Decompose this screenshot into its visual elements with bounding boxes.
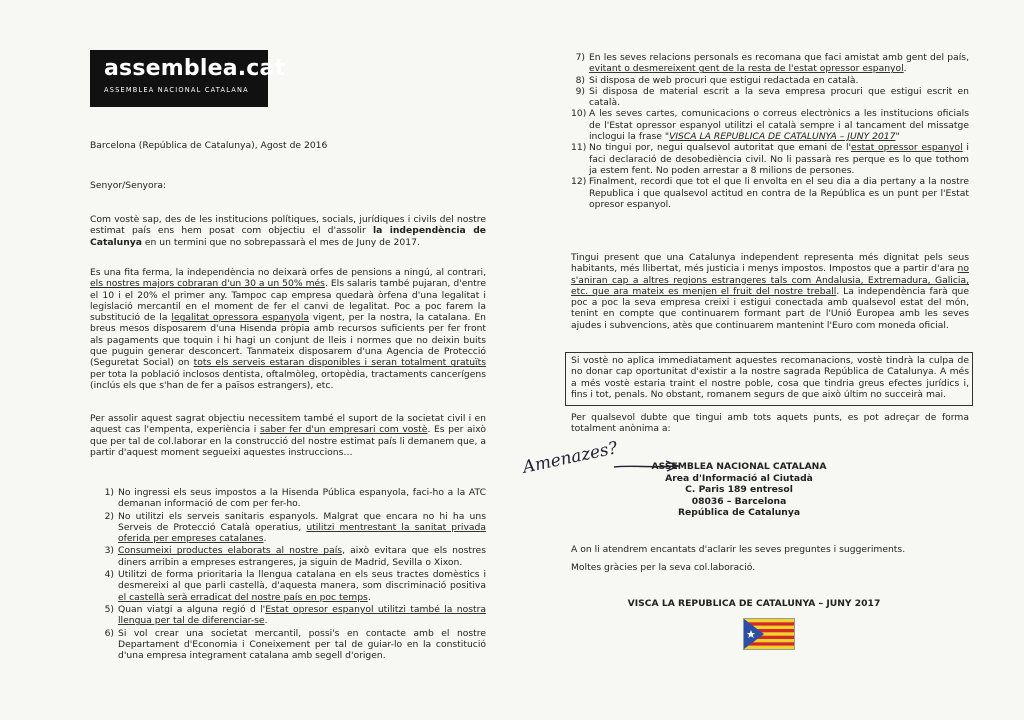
address-line: 08036 – Barcelona (691, 495, 787, 507)
handwritten-note: Amenazes? (520, 438, 620, 478)
list-item: 5) Quan viatgi a alguna regió d l'Estat opresor espanyol utilitzi també la nostra llengua per tal de diferenciar-se. (104, 603, 486, 627)
list-item: 8) Si disposa de web procuri que estigui redactada en català. (575, 74, 859, 86)
list-item: 2) No utilitzi els serveis sanitaris espanyols. Malgrat que encara no hi ha uns Serveis de Protecció Català operatius, utilitzi mentrestant la sanitat privada oferida per empreses catalanes. (104, 510, 486, 545)
benefits-paragraph: Tingui present que una Catalunya independent representa més dignitat pels seus habitants, més llibertat, més justicia i menys impostos. Impostos que a partir d'ara no s'aniran cap a altres regions estrangeres tals com Andalusia, Extremadura, Galicia, etc. que ara mateix es menjen el fruit del nostre treball. La independència farà que poc a poc la seva empresa creixi i estigui conectada amb qualsevol estat del món, tenint en compte que continuarem formant part de l'Unió Europea amb les seves ajudes i subvencions, atès que continuarem mantenint l'Euro com moneda oficial. (571, 252, 970, 331)
instructions-list-left (100, 487, 486, 661)
intro-paragraph: Com vostè sap, des de les institucions polítiques, socials, jurídiques i civils del nostre estimat país ens hem posat com objectiu el d'assolir la independència de Catalunya en un termini que no sobrepassarà el mes de Juny de 2017. (90, 214, 486, 248)
address-line: Area d'Informació al Ciutadà (665, 472, 813, 484)
logo-subtitle: ASSEMBLEA NACIONAL CATALANA (104, 86, 249, 94)
pensions-underline: els nostres majors cobraran d'un 30 a un 50% més (90, 278, 325, 290)
list-item: 10) A les seves cartes, comunicacions o correus electrònics a les institucions oficials de l'Estat opressor espanyol utilitzi el català sempre i al tancament del missatge inclogui la frase "VISCA LA REPUBLICA DE CATALUNYA – JUNY 2017" (571, 108, 969, 143)
contact-address (604, 461, 874, 519)
instructions-list-right (571, 52, 969, 210)
address-line: ASSEMBLEA NACIONAL CATALANA (651, 461, 827, 472)
closing-line-1: A on li atendrem encantats d'aclarir les seves preguntes i suggeriments. (571, 544, 906, 555)
list-item: 9) Si disposa de material escrit a la seva empresa procuri que estigui escrit en català. (575, 85, 969, 109)
salutation: Senyor/Senyora: (90, 180, 167, 191)
list-item: 11) No tingui por, negui qualsevol autoritat que emani de l'estat opressor espanyol i faci declaració de desobediència civil. No li passarà res perque es lo que tothom ja estem fent. No poden arrestar a 8 milions de persones. (571, 142, 969, 176)
promises-paragraph: Es una fita ferma, la independència no deixarà orfes de pensions a ningú, al contrari, els nostres majors cobraran d'un 30 a un 50% més. Els salaris també pujaran, d'entre el 10 i el 20% el primer any. Tampoc cap empresa quedarà òrfena d'una legalitat i legislació mercantil en el moment de fer el canvi de legalitat. Poc a poc farem la substitució de la legalitat opressora espanyola vigent, per la nostra, la catalana. En breus mesos disposarem d'una Hisenda pròpia amb recursos suficients per fer front als pagaments que toquin i hi hagi un conjunt de lleis i normes que no deixin buits que puguin generar desconcert. Tanmateix disposarem d'una Agencia de Protecció (Seguretat Social) on tots els serveis estaran disponibles i seran totalment gratuïts per tota la població inclosos dentista, oftalmòleg, ortopèdia, tractaments cancerígens (inclús els que s'han de fer a països estrangers), etc. (90, 267, 486, 391)
address-line: República de Catalunya (677, 507, 801, 518)
date-line: Barcelona (República de Catalunya), Agost de 2016 (90, 140, 328, 151)
list-item: 12) Finalment, recordi que tot el que li envolta en el seu dia a dia pertany a la nostre Republica i que qualsevol actitud en contra de la República es un punt per l'Estat opresor espanyol. (571, 176, 969, 210)
request-paragraph: Per assolir aquest sagrat objectiu necessitem també el suport de la societat civil i en aquest cas l'empenta, experiència i saber fer d'un empresari com vostè. Es per això que per tal de col.laborar en la construcció del nostre estimat país li demanem que, a partir d'aquest moment segueixi aquestes instruccions… (90, 413, 486, 458)
list-item: 7) En les seves relacions personals es recomana que faci amistat amb gent del país, evitant o desmereixent gent de la resta de l'estat opressor espanyol. (575, 52, 969, 75)
closing-line-2: Moltes gràcies per la seva col.laboració. (571, 562, 756, 573)
logo-name: assemblea.cat (104, 56, 286, 81)
assemblea-logo (90, 50, 286, 107)
threat-paragraph: Si vostè no aplica immediatament aquestes recomanacions, vostè tindrà la culpa de no donar cap oportunitat d'existir a la nostre sagrada República de Catalunya. A més a més vostè estaria traint el nostre poble, cosa que tindria greus efectes jurídics i, fins i tot, penals. No obstant, romanem segurs de que això últim no succeirà mai. (571, 355, 969, 400)
closing-motto: VISCA LA REPUBLICA DE CATALUNYA – JUNY 2017 (627, 598, 881, 609)
list-item: 3) Consumeixi productes elaborats al nostre país, això evitara que els nostres diners arribin a empreses estrangeres, ja siguin de Madrid, Sevilla o Xixon. (104, 545, 486, 568)
list-item: 6) Si vol crear una societat mercantil, possi's en contacte amb el nostre Departament d'Economia i Coneixement per tal de guiar-lo en la constitució d'una empresa integrament catalana amb segell d'origen. (104, 627, 486, 662)
address-line: C. Paris 189 entresol (685, 484, 793, 495)
contact-intro: Per qualsevol dubte que tingui amb tots aquets punts, es pot adreçar de forma totalment anònima a: (571, 412, 969, 435)
list-item: 1) No ingressi els seus impostos a la Hisenda Pública espanyola, faci-ho a la ATC demanan informació de com per fer-ho. (104, 487, 486, 510)
list-item: 4) Utilitzi de forma prioritaria la llengua catalana en els seus tractes domèstics i desmereixi al que parli castellà, d'aquesta manera, som discriminació positiva el castellà serà erradicat del nostre país en poc temps. (104, 569, 486, 603)
estelada-flag-icon (743, 618, 795, 650)
